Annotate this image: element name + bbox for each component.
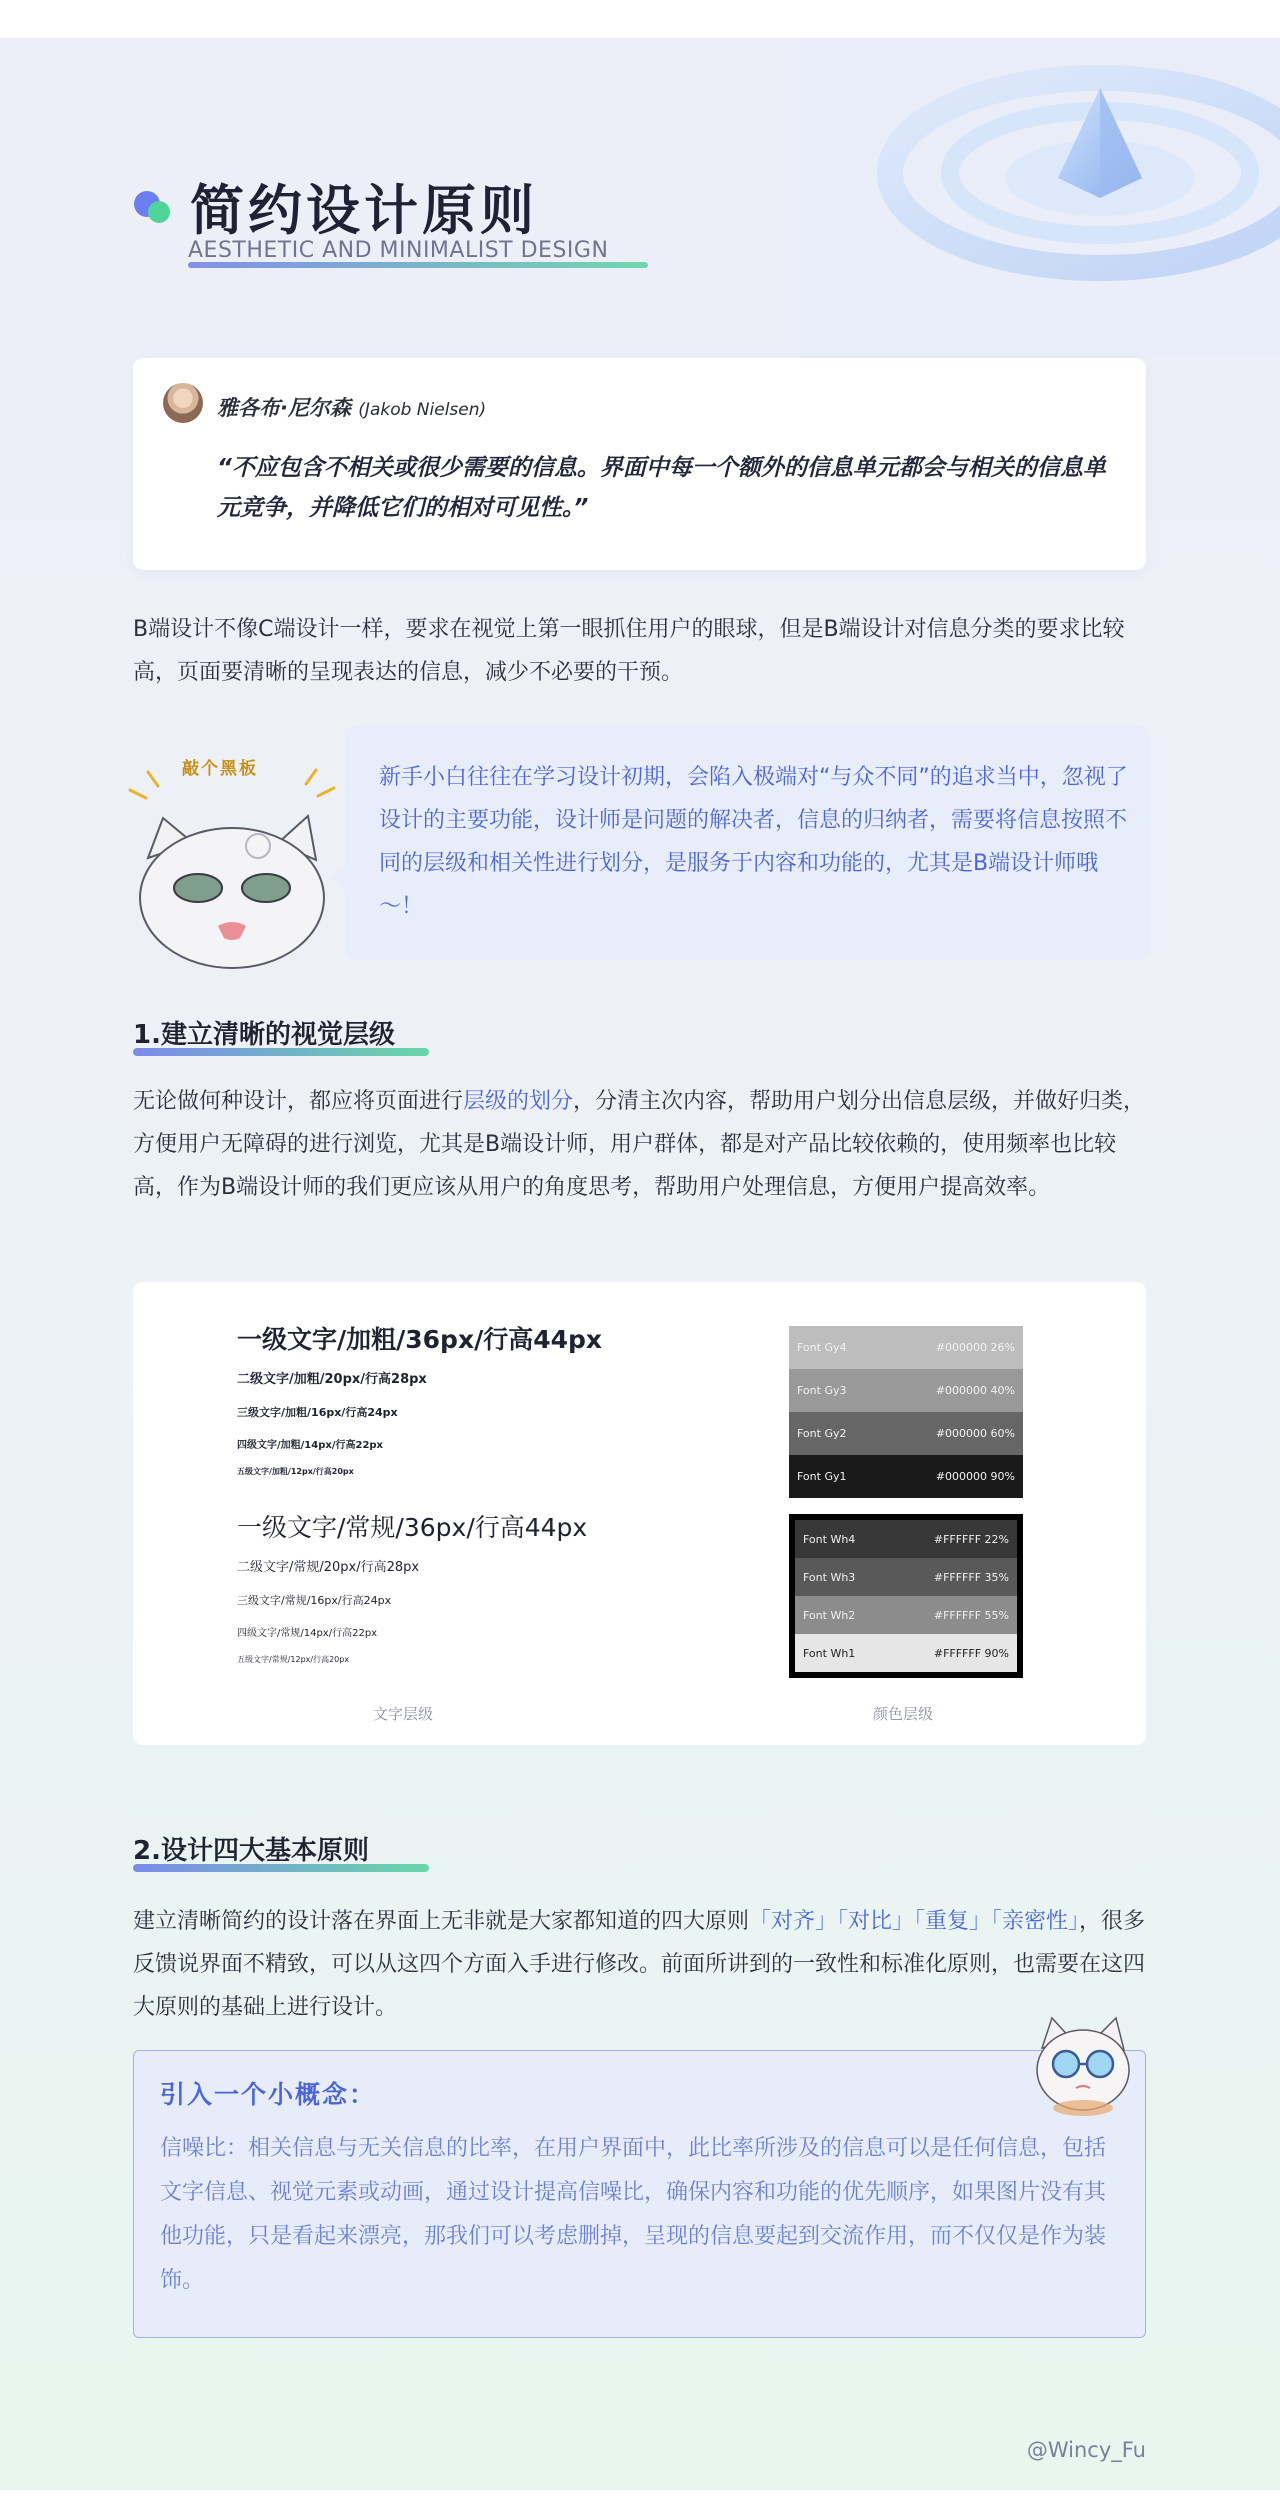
- four-principles-highlight: 「对齐」「对比」「重复」「亲密性」: [749, 1909, 1080, 1934]
- concept-box: [133, 2050, 1146, 2338]
- section2-heading: 2.设计四大基本原则: [133, 1836, 369, 1866]
- white-swatch-stack: [789, 1514, 1023, 1678]
- swatch-value: #FFFFFF 55%: [933, 1608, 1009, 1622]
- concept-text: 信噪比：相关信息与无关信息的比率，在用户界面中，此比率所涉及的信息可以是任何信息，包括文字信息、视觉元素或动画，通过设计提高信噪比，确保内容和功能的优先顺序，如果图片没有其他功能，只是看起来漂亮，那我们可以考虑删掉，呈现的信息要起到交流作用，而不仅仅是作为装饰。: [160, 2136, 1107, 2293]
- caption-color-levels: 颜色层级: [873, 1705, 934, 1723]
- swatch-name: Font Wh3: [803, 1570, 856, 1584]
- tip-bubble: [345, 726, 1150, 960]
- swatch-value: #000000 60%: [935, 1427, 1015, 1440]
- quote-text: “不应包含不相关或很少需要的信息。界面中每一个额外的信息单元都会与相关的信息单元竞争，并降低它们的相对可见性。”: [217, 455, 1106, 521]
- author-avatar: [163, 383, 203, 423]
- swatch-value: #FFFFFF 22%: [933, 1532, 1009, 1546]
- bold-level-5: 五级文字/加粗/12px/行高20px: [237, 1467, 354, 1476]
- color-swatch-row: [795, 1634, 1017, 1672]
- swatch-value: #000000 40%: [935, 1384, 1015, 1397]
- swatch-value: #000000 90%: [935, 1470, 1015, 1483]
- color-swatch-row: [789, 1326, 1023, 1369]
- bold-level-4: 四级文字/加粗/14px/行高22px: [237, 1440, 384, 1451]
- crystal-rings-decoration: [800, 38, 1280, 358]
- blackboard-badge: 敲个黑板: [182, 759, 258, 779]
- bold-level-2: 二级文字/加粗/20px/行高28px: [237, 1372, 427, 1387]
- swatch-name: Font Gy3: [797, 1384, 847, 1397]
- swatch-name: Font Gy1: [797, 1470, 847, 1483]
- intro-paragraph: B端设计不像C端设计一样，要求在视觉上第一眼抓住用户的眼球，但是B端设计对信息分类的要求比较高，页面要清晰的呈现表达的信息，减少不必要的干预。: [133, 617, 1125, 685]
- section1-heading: 1.建立清晰的视觉层级: [133, 1020, 395, 1050]
- color-swatch-row: [795, 1558, 1017, 1596]
- section2-paragraph: 建立清晰简约的设计落在界面上无非就是大家都知道的四大原则「对齐」「对比」「重复」「亲密性」，很多反馈说界面不精致，可以从这四个方面入手进行修改。前面所讲到的一致性和标准化原则，也需要在这四大原则的基础上进行设计。: [133, 1909, 1146, 2020]
- swatch-value: #000000 26%: [935, 1341, 1015, 1354]
- regular-level-2: 二级文字/常规/20px/行高28px: [237, 1560, 420, 1575]
- bold-level-1: 一级文字/加粗/36px/行高44px: [237, 1325, 603, 1354]
- quote-author: 雅各布·尼尔森 (Jakob Nielsen): [217, 396, 487, 420]
- color-swatch-row: [795, 1596, 1017, 1634]
- swatch-name: Font Wh4: [803, 1532, 856, 1546]
- title-dots-icon: [132, 187, 172, 227]
- swatch-name: Font Gy2: [797, 1427, 847, 1440]
- color-swatch-row: [795, 1520, 1017, 1558]
- page-title-row: [132, 168, 538, 245]
- color-swatch-row: [789, 1455, 1023, 1498]
- swatch-name: Font Gy4: [797, 1341, 847, 1354]
- author-signature: @Wincy_Fu: [1026, 2438, 1146, 2462]
- hierarchy-highlight: 层级的划分: [463, 1089, 574, 1114]
- page-title: 简约设计原则: [190, 179, 538, 242]
- quote-author-en: (Jakob Nielsen): [358, 400, 487, 420]
- page-subtitle: AESTHETIC AND MINIMALIST DESIGN: [188, 238, 609, 263]
- swatch-value: #FFFFFF 90%: [933, 1646, 1009, 1660]
- regular-level-5: 五级文字/常规/12px/行高20px: [237, 1655, 350, 1664]
- glasses-cat-mascot-icon: [1028, 2008, 1138, 2118]
- regular-level-4: 四级文字/常规/14px/行高22px: [237, 1628, 378, 1639]
- tip-text: 新手小白往往在学习设计初期，会陷入极端对“与众不同”的追求当中，忽视了设计的主要功能，设计师是问题的解决者，信息的归纳者，需要将信息按照不同的层级和相关性进行划分，是服务于内容和功能的，尤其是B端设计师哦～！: [379, 765, 1128, 919]
- regular-level-3: 三级文字/常规/16px/行高24px: [237, 1594, 392, 1607]
- gray-swatch-stack: [789, 1326, 1023, 1498]
- type-hierarchy-card: [133, 1282, 1146, 1745]
- swatch-name: Font Wh1: [803, 1646, 856, 1660]
- swatch-name: Font Wh2: [803, 1608, 856, 1622]
- quote-card: [133, 358, 1146, 570]
- bold-level-3: 三级文字/加粗/16px/行高24px: [237, 1406, 398, 1419]
- color-swatch-row: [789, 1412, 1023, 1455]
- caption-type-levels: 文字层级: [373, 1705, 434, 1723]
- concept-title: 引入一个小概念：: [160, 2080, 377, 2109]
- section1-paragraph: 无论做何种设计，都应将页面进行层级的划分，分清主次内容，帮助用户划分出信息层级，并做好归类，方便用户无障碍的进行浏览，尤其是B端设计师，用户群体，都是对产品比较依赖的，使用频率也比较高，作为B端设计师的我们更应该从用户的角度思考，帮助用户处理信息，方便用户提高效率。: [133, 1089, 1146, 1200]
- regular-level-1: 一级文字/常规/36px/行高44px: [237, 1513, 588, 1542]
- swatch-value: #FFFFFF 35%: [933, 1570, 1009, 1584]
- color-swatch-row: [789, 1369, 1023, 1412]
- article-page: [0, 38, 1280, 2490]
